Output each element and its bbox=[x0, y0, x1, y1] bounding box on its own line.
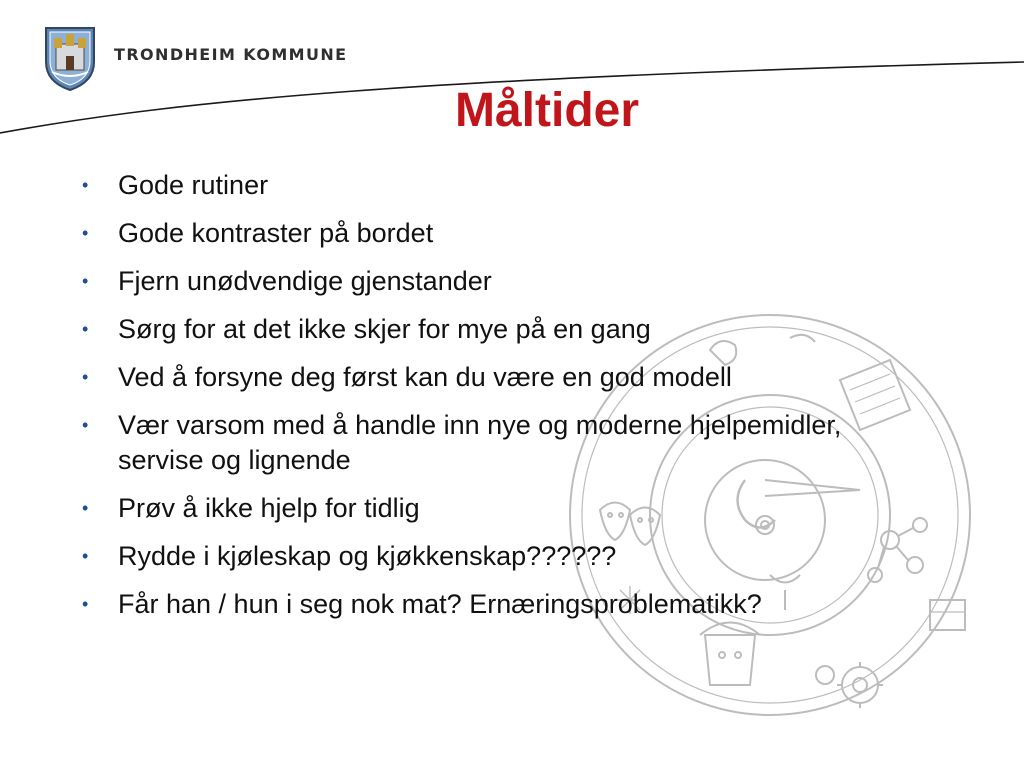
list-item bbox=[78, 491, 978, 526]
list-item-text: Får han / hun i seg nok mat? Ernæringsproblematikk? bbox=[118, 589, 762, 619]
list-item bbox=[78, 408, 878, 478]
list-item-text: Ved å forsyne deg først kan du være en god modell bbox=[118, 362, 732, 392]
list-item-text: Prøv å ikke hjelp for tidlig bbox=[118, 493, 420, 523]
bullet-marker: • bbox=[82, 594, 89, 614]
bullet-marker: • bbox=[82, 319, 89, 339]
list-item bbox=[78, 539, 978, 574]
bullet-marker: • bbox=[82, 546, 89, 566]
list-item bbox=[78, 216, 978, 251]
list-item-text: Sørg for at det ikke skjer for mye på en gang bbox=[118, 314, 651, 344]
bullet-marker: • bbox=[82, 271, 89, 291]
list-item bbox=[78, 312, 978, 347]
bullet-list bbox=[78, 168, 978, 635]
list-item bbox=[78, 587, 978, 622]
list-item-text: Fjern unødvendige gjenstander bbox=[118, 266, 492, 296]
slide-title: Måltider bbox=[454, 84, 640, 137]
bullet-marker: • bbox=[82, 415, 89, 435]
list-item bbox=[78, 168, 978, 203]
bullet-marker: • bbox=[82, 223, 89, 243]
bullet-marker: • bbox=[82, 175, 89, 195]
list-item bbox=[78, 360, 978, 395]
list-item-text: Rydde i kjøleskap og kjøkkenskap?????? bbox=[118, 541, 617, 571]
list-item-text: Gode rutiner bbox=[118, 170, 269, 200]
organization-name: TRONDHEIM KOMMUNE bbox=[114, 45, 348, 64]
bullet-marker: • bbox=[82, 367, 89, 387]
list-item-text: Gode kontraster på bordet bbox=[118, 218, 434, 248]
list-item-text: Vær varsom med å handle inn nye og moderne hjelpemidler, servise og lignende bbox=[118, 410, 842, 475]
bullet-marker: • bbox=[82, 498, 89, 518]
list-item bbox=[78, 264, 978, 299]
